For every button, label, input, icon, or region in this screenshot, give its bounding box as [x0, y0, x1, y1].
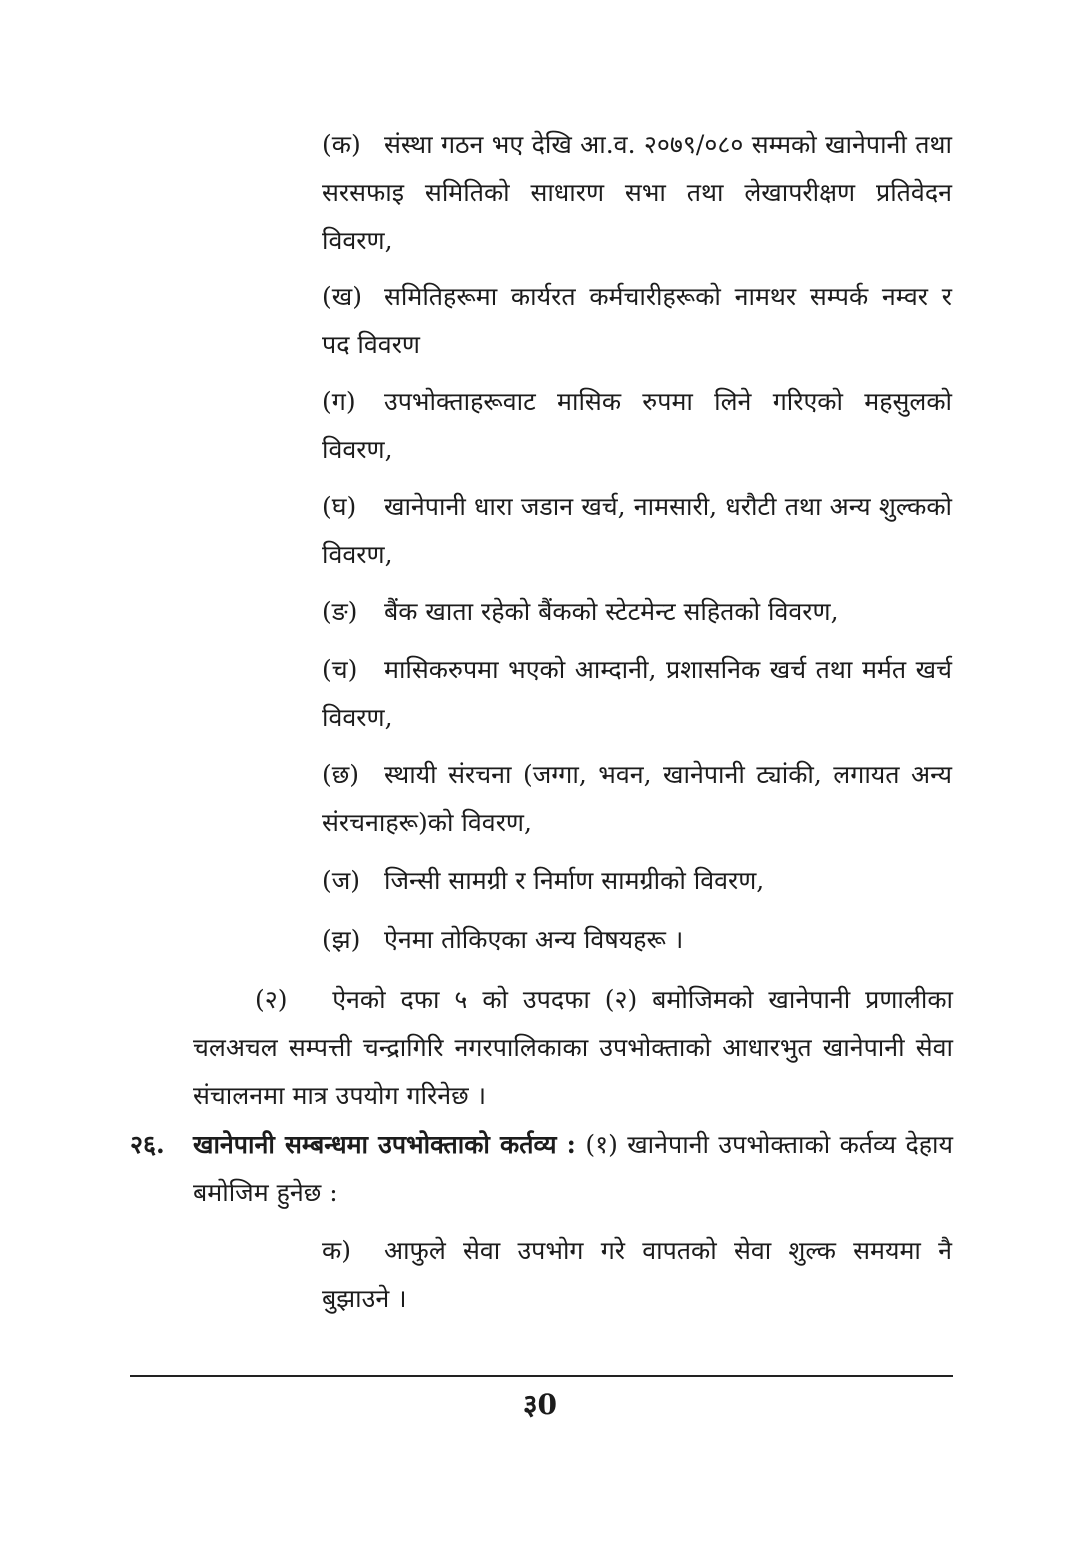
item-label: (ङ) [322, 597, 358, 626]
list-item-ga [322, 378, 952, 474]
section-26 [130, 1121, 953, 1217]
list-item-jha [322, 916, 952, 964]
list-item-gha [322, 483, 952, 579]
section-text: (१) खानेपानी उपभोक्ताको कर्तव्य देहाय बमोजिम हुनेछ : [193, 1130, 953, 1207]
item-label: (च) [322, 655, 358, 684]
footer-divider [130, 1375, 953, 1377]
item-text: उपभोक्ताहरूवाट मासिक रुपमा लिने गरिएको महसुलको विवरण, [322, 387, 952, 464]
clause-text: आफुले सेवा उपभोग गरे वापतको सेवा शुल्क समयमा नै बुझाउने । [322, 1236, 952, 1313]
item-label: (ग) [322, 387, 356, 416]
item-text: बैंक खाता रहेको बैंकको स्टेटमेन्ट सहितको विवरण, [384, 597, 839, 626]
list-item-cha [322, 646, 952, 742]
clause-label: क) [322, 1236, 351, 1265]
page-number: ३0 [522, 1388, 558, 1421]
item-label: (झ) [322, 925, 361, 954]
item-text: खानेपानी धारा जडान खर्च, नामसारी, धरौटी तथा अन्य शुल्कको विवरण, [322, 492, 952, 569]
list-item-ja [322, 857, 952, 905]
section-number: २६. [130, 1130, 165, 1159]
item-label: (घ) [322, 492, 357, 521]
clause-ka [322, 1227, 952, 1323]
item-text: संस्था गठन भए देखि आ.व. २०७९/०८० सम्मको खानेपानी तथा सरसफाइ समितिको साधारण सभा तथा लेखापरीक्षण प्रतिवेदन विवरण, [322, 130, 952, 255]
list-item-nga [322, 588, 952, 636]
item-label: (छ) [322, 760, 360, 789]
list-item-chha [322, 751, 952, 847]
item-text: मासिकरुपमा भएको आम्दानी, प्रशासनिक खर्च तथा मर्मत खर्च विवरण, [322, 655, 952, 732]
subsection-label: (२) [255, 985, 288, 1014]
item-text: ऐनमा तोकिएका अन्य विषयहरू । [384, 925, 684, 954]
item-text: जिन्सी सामग्री र निर्माण सामग्रीको विवरण, [384, 866, 765, 895]
item-label: (ख) [322, 282, 362, 311]
subsection-2 [193, 976, 953, 1120]
list-item-kha [322, 273, 952, 369]
item-text: समितिहरूमा कार्यरत कर्मचारीहरूको नामथर सम्पर्क नम्वर र पद विवरण [322, 282, 952, 359]
list-item-ka [322, 121, 952, 265]
item-text: स्थायी संरचना (जग्गा, भवन, खानेपानी ट्यांकी, लगायत अन्य संरचनाहरू)को विवरण, [322, 760, 952, 837]
section-title: खानेपानी सम्बन्धमा उपभोक्ताको कर्तव्य : [193, 1130, 576, 1159]
item-label: (क) [322, 130, 361, 159]
item-label: (ज) [322, 866, 361, 895]
subsection-text: ऐनको दफा ५ को उपदफा (२) बमोजिमको खानेपानी प्रणालीका चलअचल सम्पत्ती चन्द्रागिरि नगरपालिकाका उपभोक्ताको आधारभुत खानेपानी सेवा संचालनमा मात्र उपयोग गरिनेछ । [193, 985, 954, 1110]
section-body [193, 1121, 953, 1217]
